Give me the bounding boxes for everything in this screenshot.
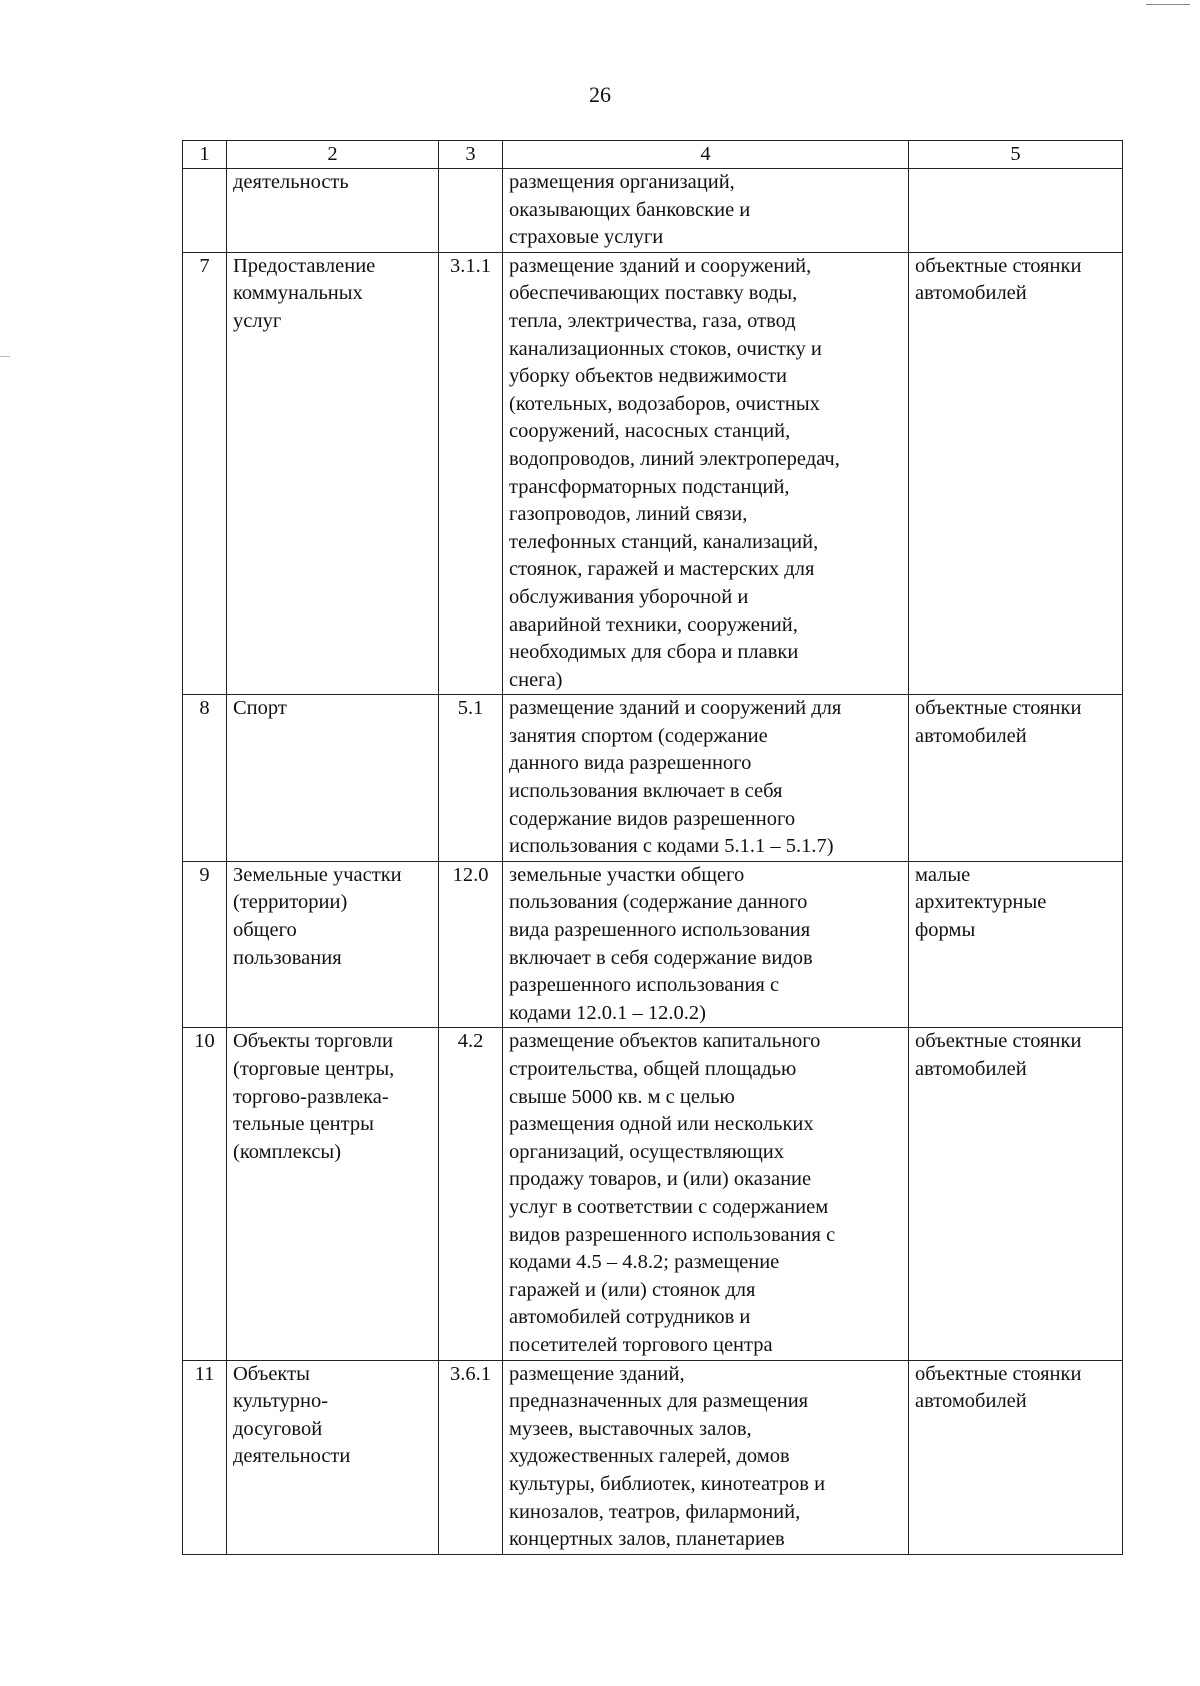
description-line: культуры, библиотек, кинотеатров и [509,1472,826,1495]
description-line: художественных галерей, домов [509,1445,790,1468]
description-line: строительства, общей площадью [509,1058,797,1080]
description-line: размещение объектов капитального [509,1030,821,1053]
description-line: продажу товаров, и (или) оказание [509,1168,812,1191]
description-line: музеев, выставочных залов, [509,1417,752,1440]
description-line: кодами 4.5 – 4.8.2; размещение [509,1251,780,1274]
use-name-line: Спорт [233,697,287,720]
use-code-cell: 4.2 [439,1028,503,1360]
use-name-cell [227,1028,439,1360]
auxiliary-use-line: автомобилей [915,282,1027,305]
use-name-line: деятельность [233,171,349,193]
table-row [183,861,1123,1028]
description-line: пользования (содержание данного [509,891,808,914]
description-line: размещение зданий и сооружений для [509,697,842,720]
description-line: снега) [509,668,563,691]
description-line: обеспечивающих поставку воды, [509,282,798,305]
auxiliary-use-cell [909,695,1123,862]
use-code-cell: 3.6.1 [439,1360,503,1554]
description-line: (котельных, водозаборов, очистных [509,392,820,415]
column-header: 5 [909,141,1123,169]
auxiliary-use-line: объектные стоянки [915,697,1082,720]
use-name-line: (торговые центры, [233,1058,395,1080]
description-line: размещение зданий и сооружений, [509,254,812,277]
description-line: водопроводов, линий электропередач, [509,447,840,470]
use-name-cell [227,861,439,1028]
column-header: 2 [227,141,439,169]
use-name-line: Земельные участки [233,863,402,886]
description-line: автомобилей сотрудников и [509,1306,751,1329]
description-line: гаражей и (или) стоянок для [509,1278,756,1301]
use-name-line: Предоставление [233,254,376,277]
column-header: 1 [183,141,227,169]
use-name-line: деятельности [233,1445,351,1468]
description-line: содержание видов разрешенного [509,807,796,830]
auxiliary-use-line: объектные стоянки [915,254,1082,277]
description-cell [503,1028,909,1360]
auxiliary-use-cell [909,169,1123,253]
use-name-cell [227,252,439,695]
auxiliary-use-line: автомобилей [915,724,1027,747]
table-row [183,1360,1123,1554]
use-name-line: досуговой [233,1417,323,1440]
description-line: кодами 12.0.1 – 12.0.2) [509,1001,707,1024]
description-line: концертных залов, планетариев [509,1528,785,1551]
use-name-line: услуг [233,309,282,332]
description-line: видов разрешенного использования с [509,1223,836,1246]
table-header-row [183,141,1123,169]
description-line: аварийной техники, сооружений, [509,613,798,636]
description-line: кинозалов, театров, филармоний, [509,1500,801,1523]
description-line: занятия спортом (содержание [509,724,768,747]
description-line: использования с кодами 5.1.1 – 5.1.7) [509,835,834,858]
description-line: данного вида разрешенного [509,752,752,775]
column-header: 4 [503,141,909,169]
description-line: размещения одной или нескольких [509,1113,814,1136]
table-row [183,169,1123,253]
description-line: использования включает в себя [509,780,783,803]
table-row [183,1028,1123,1360]
scan-edge-mark [1146,4,1190,5]
use-code-cell: 5.1 [439,695,503,862]
description-cell [503,252,909,695]
scan-side-mark [0,356,10,357]
row-number-cell: 10 [183,1028,227,1360]
use-code-cell: 12.0 [439,861,503,1028]
description-cell [503,1360,909,1554]
description-line: трансформаторных подстанций, [509,475,790,498]
auxiliary-use-line: объектные стоянки [915,1030,1082,1053]
description-line: уборку объектов недвижимости [509,365,788,388]
description-line: канализационных стоков, очистку и [509,337,822,360]
description-line: свыше 5000 кв. м с целью [509,1085,735,1108]
use-name-line: общего [233,919,297,942]
description-line: необходимых для сбора и плавки [509,641,799,664]
use-name-line: тельные центры [233,1113,374,1136]
use-name-line: (комплексы) [233,1140,342,1163]
description-line: размещение зданий, [509,1362,685,1385]
use-code-cell [439,169,503,253]
description-line: телефонных станций, канализаций, [509,530,819,553]
use-name-line: культурно- [233,1390,329,1413]
auxiliary-use-cell [909,1360,1123,1554]
use-name-line: Объекты торговли [233,1030,393,1053]
description-line: размещения организаций, [509,171,735,193]
use-name-cell [227,1360,439,1554]
row-number-cell: 9 [183,861,227,1028]
description-cell [503,861,909,1028]
row-number-cell [183,169,227,253]
description-cell [503,169,909,253]
auxiliary-use-line: формы [915,919,976,942]
use-name-cell [227,169,439,253]
description-line: газопроводов, линий связи, [509,503,748,526]
use-code-cell: 3.1.1 [439,252,503,695]
auxiliary-use-line: малые [915,863,971,886]
description-line: обслуживания уборочной и [509,585,749,608]
use-name-line: коммунальных [233,282,363,305]
use-name-line: пользования [233,946,342,969]
auxiliary-use-line: архитектурные [915,891,1047,914]
table-row [183,252,1123,695]
row-number-cell: 7 [183,252,227,695]
row-number-cell: 11 [183,1360,227,1554]
auxiliary-use-cell [909,861,1123,1028]
use-name-cell [227,695,439,862]
row-number-cell: 8 [183,695,227,862]
column-header: 3 [439,141,503,169]
description-line: посетителей торгового центра [509,1333,773,1356]
description-cell [503,695,909,862]
description-line: оказывающих банковские и [509,198,751,221]
description-line: тепла, электричества, газа, отвод [509,309,796,332]
description-line: включает в себя содержание видов [509,946,813,969]
description-line: земельные участки общего [509,863,745,886]
description-line: предназначенных для размещения [509,1390,809,1413]
use-name-line: Объекты [233,1362,310,1385]
description-line: вида разрешенного использования [509,919,811,942]
land-use-table [182,140,1123,1555]
auxiliary-use-cell [909,252,1123,695]
use-name-line: торгово-развлека- [233,1085,389,1108]
description-line: стоянок, гаражей и мастерских для [509,558,815,581]
use-name-line: (территории) [233,891,348,914]
auxiliary-use-line: автомобилей [915,1058,1027,1080]
description-line: услуг в соответствии с содержанием [509,1195,829,1218]
auxiliary-use-line: объектные стоянки [915,1362,1082,1385]
auxiliary-use-cell [909,1028,1123,1360]
description-line: страховые услуги [509,226,664,249]
table-row [183,695,1123,862]
page-number: 26 [589,82,611,107]
description-line: сооружений, насосных станций, [509,420,791,443]
description-line: разрешенного использования с [509,974,780,997]
auxiliary-use-line: автомобилей [915,1390,1027,1413]
description-line: организаций, осуществляющих [509,1140,784,1163]
